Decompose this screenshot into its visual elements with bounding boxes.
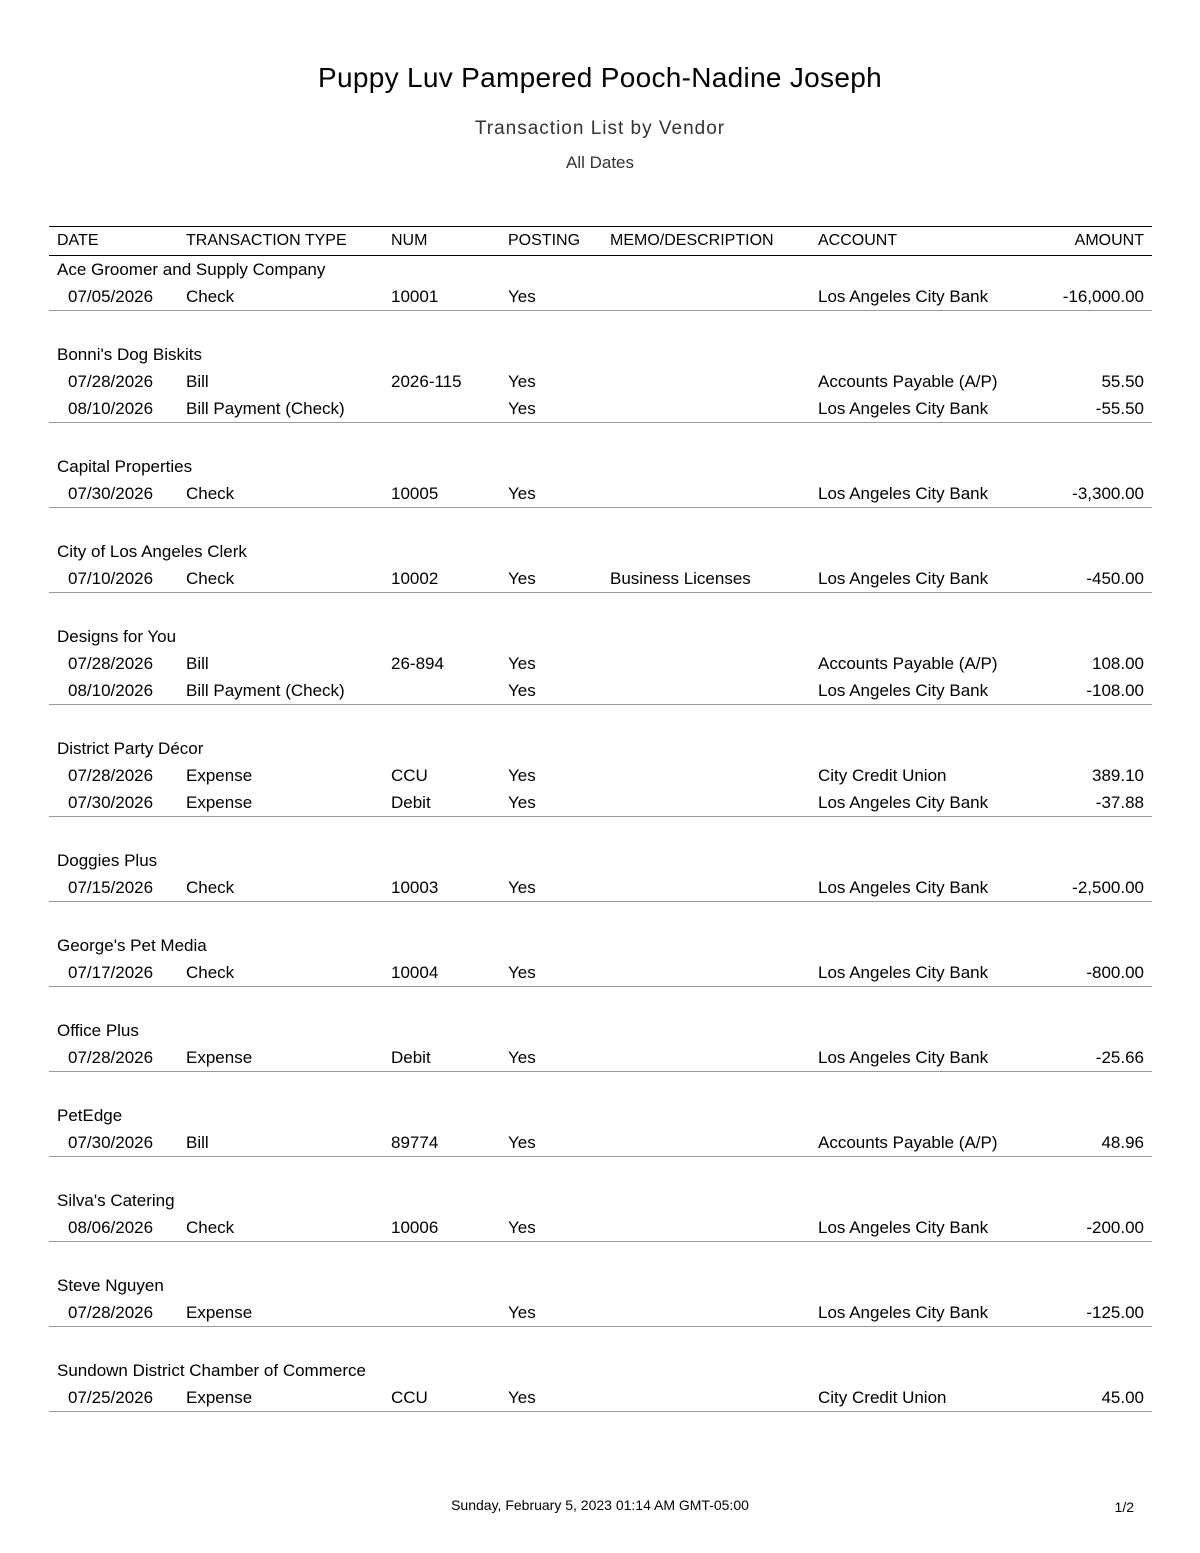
vendor-group: [49, 1187, 1152, 1242]
vendor-group: [49, 932, 1152, 987]
vendor-name: Steve Nguyen: [57, 1276, 164, 1295]
cell-memo: Business Licenses: [610, 569, 751, 588]
cell-num: 10006: [391, 1218, 439, 1237]
cell-account: Accounts Payable (A/P): [818, 1133, 998, 1152]
cell-type: Bill: [186, 1133, 209, 1152]
transaction-row: [49, 283, 1152, 310]
group-spacer: [49, 423, 1152, 453]
cell-posting: Yes: [508, 372, 536, 391]
cell-posting: Yes: [508, 569, 536, 588]
cell-num: 10004: [391, 963, 439, 982]
cell-type: Check: [186, 963, 235, 982]
group-spacer: [49, 987, 1152, 1017]
cell-account: Los Angeles City Bank: [818, 878, 989, 897]
report-company-title: Puppy Luv Pampered Pooch-Nadine Joseph: [318, 62, 882, 93]
vendor-name: Designs for You: [57, 627, 177, 646]
group-spacer: [49, 593, 1152, 623]
cell-account: City Credit Union: [818, 1388, 947, 1407]
column-header-num: NUM: [391, 232, 428, 249]
vendor-name: District Party Décor: [57, 739, 204, 758]
cell-date: 07/28/2026: [68, 654, 154, 673]
vendor-name: George's Pet Media: [57, 936, 207, 955]
vendor-group: [49, 1272, 1152, 1327]
vendor-group: [49, 1017, 1152, 1072]
cell-account: Los Angeles City Bank: [818, 963, 989, 982]
column-header-transaction-type: TRANSACTION TYPE: [186, 232, 347, 249]
cell-date: 07/15/2026: [68, 878, 154, 897]
column-header-account: ACCOUNT: [818, 232, 898, 249]
cell-num: 10001: [391, 287, 439, 306]
cell-date: 07/25/2026: [68, 1388, 154, 1407]
cell-posting: Yes: [508, 793, 536, 812]
cell-posting: Yes: [508, 1218, 536, 1237]
vendor-group: [49, 341, 1152, 423]
column-header-posting: POSTING: [508, 232, 581, 249]
vendor-name: City of Los Angeles Clerk: [57, 542, 247, 561]
cell-posting: Yes: [508, 654, 536, 673]
cell-type: Bill: [186, 654, 209, 673]
cell-date: 07/05/2026: [68, 287, 154, 306]
group-spacer: [49, 1242, 1152, 1272]
cell-posting: Yes: [508, 1048, 536, 1067]
table-header-row: [49, 226, 1152, 256]
cell-date: 07/30/2026: [68, 793, 154, 812]
cell-posting: Yes: [508, 681, 536, 700]
cell-date: 08/10/2026: [68, 399, 154, 418]
cell-date: 08/10/2026: [68, 681, 154, 700]
cell-num: Debit: [391, 793, 431, 812]
cell-date: 07/28/2026: [68, 372, 154, 391]
cell-amount: -800.00: [1086, 963, 1144, 982]
vendor-group: [49, 847, 1152, 902]
cell-account: Los Angeles City Bank: [818, 1218, 989, 1237]
transaction-row: [49, 789, 1152, 816]
transaction-row: [49, 874, 1152, 901]
cell-num: 10005: [391, 484, 439, 503]
footer-page-number: 1/2: [1114, 1499, 1134, 1515]
cell-account: Los Angeles City Bank: [818, 287, 989, 306]
cell-type: Expense: [186, 766, 253, 785]
cell-amount: -200.00: [1086, 1218, 1144, 1237]
cell-amount: -125.00: [1086, 1303, 1144, 1322]
cell-date: 07/28/2026: [68, 766, 154, 785]
transaction-row: [49, 1384, 1152, 1411]
transaction-row: [49, 1129, 1152, 1156]
cell-num: 2026-115: [391, 372, 462, 391]
cell-amount: -37.88: [1095, 793, 1144, 812]
column-header-date: DATE: [57, 232, 99, 249]
cell-posting: Yes: [508, 1133, 536, 1152]
cell-type: Expense: [186, 1303, 253, 1322]
group-spacer: [49, 311, 1152, 341]
cell-date: 07/28/2026: [68, 1303, 154, 1322]
cell-amount: -2,500.00: [1072, 878, 1144, 897]
vendor-name: Doggies Plus: [57, 851, 158, 870]
cell-type: Expense: [186, 1388, 253, 1407]
cell-type: Check: [186, 484, 235, 503]
transaction-row: [49, 368, 1152, 395]
group-spacer: [49, 817, 1152, 847]
cell-num: 10002: [391, 569, 439, 588]
footer-timestamp: Sunday, February 5, 2023 01:14 AM GMT-05:00: [451, 1497, 749, 1513]
group-spacer: [49, 902, 1152, 932]
group-spacer: [49, 1157, 1152, 1187]
cell-account: Accounts Payable (A/P): [818, 372, 998, 391]
cell-date: 07/30/2026: [68, 1133, 154, 1152]
transaction-row: [49, 1214, 1152, 1241]
cell-num: CCU: [391, 766, 428, 785]
vendor-group: [49, 538, 1152, 593]
cell-account: Los Angeles City Bank: [818, 1048, 989, 1067]
cell-amount: -16,000.00: [1062, 287, 1144, 306]
transaction-table: [49, 226, 1152, 1412]
cell-account: Los Angeles City Bank: [818, 1303, 989, 1322]
cell-amount: 55.50: [1101, 372, 1144, 391]
cell-amount: -450.00: [1086, 569, 1144, 588]
transaction-row: [49, 677, 1152, 704]
cell-account: Accounts Payable (A/P): [818, 654, 998, 673]
cell-type: Expense: [186, 793, 253, 812]
cell-amount: 389.10: [1092, 766, 1144, 785]
group-spacer: [49, 1327, 1152, 1357]
cell-posting: Yes: [508, 399, 536, 418]
cell-amount: -3,300.00: [1072, 484, 1144, 503]
cell-amount: -55.50: [1095, 399, 1144, 418]
cell-num: Debit: [391, 1048, 431, 1067]
cell-type: Check: [186, 569, 235, 588]
cell-type: Bill: [186, 372, 209, 391]
group-spacer: [49, 508, 1152, 538]
cell-account: Los Angeles City Bank: [818, 484, 989, 503]
transaction-row: [49, 1044, 1152, 1071]
cell-amount: 48.96: [1101, 1133, 1144, 1152]
cell-type: Bill Payment (Check): [186, 681, 345, 700]
group-spacer: [49, 705, 1152, 735]
report-date-range: All Dates: [565, 153, 635, 172]
vendor-group: [49, 453, 1152, 508]
cell-posting: Yes: [508, 484, 536, 503]
vendor-group: [49, 735, 1152, 817]
cell-account: Los Angeles City Bank: [818, 681, 989, 700]
vendor-name: PetEdge: [57, 1106, 123, 1125]
cell-num: CCU: [391, 1388, 428, 1407]
cell-amount: 45.00: [1101, 1388, 1144, 1407]
transaction-row: [49, 565, 1152, 592]
transaction-row: [49, 1299, 1152, 1326]
transaction-row: [49, 395, 1152, 422]
cell-posting: Yes: [508, 1388, 536, 1407]
cell-type: Check: [186, 287, 235, 306]
vendor-name: Capital Properties: [57, 457, 193, 476]
cell-account: Los Angeles City Bank: [818, 569, 989, 588]
cell-date: 07/10/2026: [68, 569, 154, 588]
vendor-name: Bonni's Dog Biskits: [57, 345, 202, 364]
cell-type: Expense: [186, 1048, 253, 1067]
vendor-name: Silva's Catering: [57, 1191, 175, 1210]
cell-num: 10003: [391, 878, 439, 897]
cell-account: City Credit Union: [818, 766, 947, 785]
cell-num: 89774: [391, 1133, 439, 1152]
vendor-groups: [49, 256, 1152, 1412]
group-spacer: [49, 1072, 1152, 1102]
vendor-group: [49, 1102, 1152, 1157]
vendor-group: [49, 256, 1152, 311]
cell-posting: Yes: [508, 287, 536, 306]
transaction-row: [49, 959, 1152, 986]
cell-amount: 108.00: [1092, 654, 1144, 673]
cell-type: Check: [186, 878, 235, 897]
cell-num: 26-894: [391, 654, 444, 673]
cell-date: 07/17/2026: [68, 963, 154, 982]
cell-date: 07/30/2026: [68, 484, 154, 503]
vendor-group: [49, 623, 1152, 705]
report-title: Transaction List by Vendor: [474, 118, 726, 139]
cell-type: Bill Payment (Check): [186, 399, 345, 418]
cell-posting: Yes: [508, 766, 536, 785]
cell-amount: -25.66: [1095, 1048, 1144, 1067]
cell-posting: Yes: [508, 1303, 536, 1322]
cell-posting: Yes: [508, 878, 536, 897]
cell-amount: -108.00: [1086, 681, 1144, 700]
column-header-amount: AMOUNT: [1074, 232, 1144, 249]
column-header-memo: MEMO/DESCRIPTION: [610, 232, 774, 249]
transaction-row: [49, 762, 1152, 789]
cell-account: Los Angeles City Bank: [818, 793, 989, 812]
transaction-row: [49, 650, 1152, 677]
vendor-name: Sundown District Chamber of Commerce: [57, 1361, 366, 1380]
cell-date: 07/28/2026: [68, 1048, 154, 1067]
vendor-name: Ace Groomer and Supply Company: [57, 260, 326, 279]
transaction-row: [49, 480, 1152, 507]
vendor-name: Office Plus: [57, 1021, 139, 1040]
cell-type: Check: [186, 1218, 235, 1237]
vendor-group: [49, 1357, 1152, 1412]
cell-date: 08/06/2026: [68, 1218, 154, 1237]
cell-account: Los Angeles City Bank: [818, 399, 989, 418]
cell-posting: Yes: [508, 963, 536, 982]
